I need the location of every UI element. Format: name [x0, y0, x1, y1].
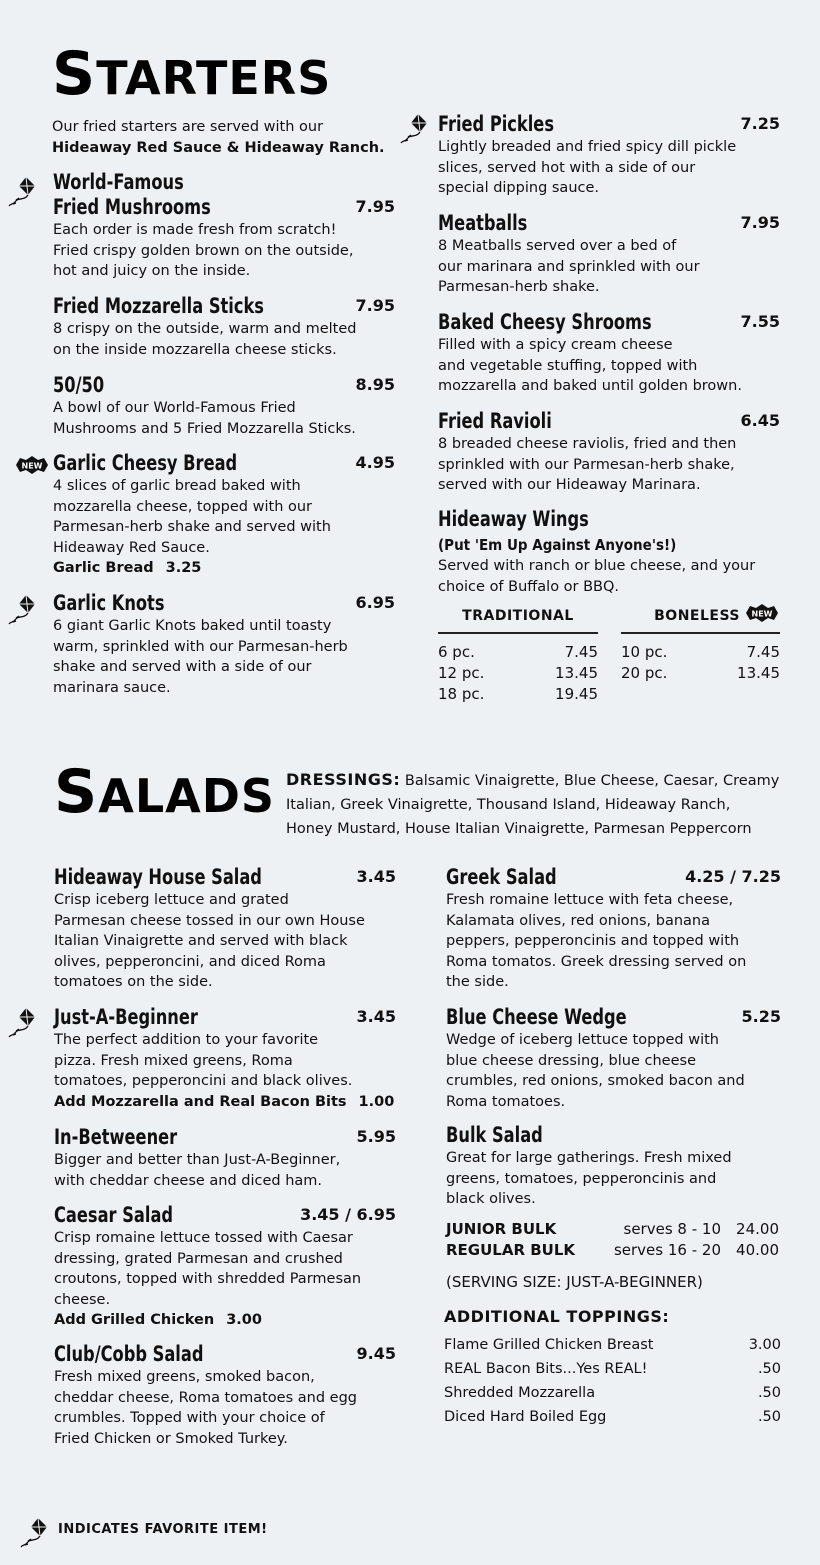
- item-name: In-Betweener: [54, 1125, 178, 1149]
- list-item: Diced Hard Boiled Egg .50: [444, 1409, 781, 1425]
- item-name: Garlic Knots: [53, 591, 165, 615]
- item-name: 50/50: [53, 373, 105, 397]
- item-price: 7.95: [355, 296, 395, 315]
- menu-item: [54, 1125, 396, 1191]
- item-desc-line: Wedge of iceberg lettuce topped with: [446, 1032, 719, 1048]
- menu-item: [438, 310, 780, 397]
- item-desc-line: olives, pepperoncini, and diced Roma: [54, 953, 326, 970]
- item-desc-line: Parmesan-herb shake.: [438, 279, 600, 295]
- item-desc-line: Italian Vinaigrette and served with black: [54, 933, 348, 949]
- item-price: 7.95: [740, 213, 780, 232]
- wings-traditional-table: [438, 608, 598, 705]
- item-desc-line: Fresh romaine lettuce with feta cheese,: [446, 892, 734, 908]
- menu-item: [54, 1005, 396, 1112]
- menu-item: [446, 865, 781, 993]
- toppings-list: [444, 1333, 781, 1429]
- item-desc-line: crumbles, red onions, smoked bacon and: [446, 1073, 745, 1089]
- item-desc-line: greens, tomatoes, pepperoncinis and: [446, 1170, 717, 1187]
- item-desc-line: 4 slices of garlic bread baked with: [53, 478, 301, 494]
- item-desc-line: tomatoes, pepperoncini and black olives.: [54, 1073, 353, 1089]
- item-name: Meatballs: [438, 211, 528, 235]
- menu-item: [53, 294, 395, 360]
- item-desc-line: tomatoes on the side.: [54, 974, 213, 990]
- dressings-line: Honey Mustard, House Italian Vinaigrette, Parmesan Peppercorn: [286, 821, 752, 837]
- item-desc-line: with cheddar cheese and diced ham.: [54, 1172, 323, 1189]
- item-price: 7.95: [355, 197, 395, 216]
- menu-item: [53, 451, 395, 579]
- kite-icon: [400, 112, 430, 146]
- item-desc-line: A bowl of our World-Famous Fried: [53, 400, 296, 416]
- dressings-line: Balsamic Vinaigrette, Blue Cheese, Caesar, Creamy: [404, 773, 780, 789]
- item-name: Baked Cheesy Shrooms: [438, 310, 652, 334]
- item-desc-line: the side.: [446, 974, 509, 990]
- menu-item: [53, 591, 395, 698]
- item-addon: [53, 558, 395, 579]
- item-desc-line: The perfect addition to your favorite: [54, 1032, 319, 1048]
- item-desc-line: Crisp romaine lettuce tossed with Caesar: [54, 1230, 353, 1246]
- item-price: 6.45: [740, 411, 780, 430]
- menu-item: [446, 1005, 781, 1112]
- item-desc-line: special dipping sauce.: [438, 180, 600, 196]
- table-row: REGULAR BULK serves 16 - 20 40.00: [446, 1241, 779, 1259]
- wings-traditional-header: TRADITIONAL: [438, 608, 598, 634]
- item-name: Hideaway House Salad: [54, 865, 262, 889]
- item-name: Club/Cobb Salad: [54, 1342, 204, 1366]
- item-desc-line: blue cheese dressing, blue cheese: [446, 1052, 696, 1069]
- item-price: 6.95: [355, 593, 395, 612]
- item-desc-line: choice of Buffalo or BBQ.: [438, 578, 620, 595]
- menu-item: [53, 170, 395, 282]
- item-name: Fried Ravioli: [438, 409, 552, 433]
- item-desc-line: Parmesan cheese tossed in our own House: [54, 912, 365, 929]
- item-desc-line: Fresh mixed greens, smoked bacon,: [54, 1369, 315, 1385]
- wings-boneless-header: BONELESS: [621, 608, 780, 634]
- item-desc-line: Filled with a spicy cream cheese: [438, 337, 673, 353]
- starters-intro-line2: Hideaway Red Sauce & Hideaway Ranch.: [52, 140, 385, 156]
- item-desc-line: peppers, pepperoncinis and topped with: [446, 933, 740, 949]
- item-desc-line: Served with ranch or blue cheese, and your: [438, 558, 756, 574]
- item-price: 4.25 / 7.25: [685, 867, 781, 886]
- salads-title: SALADS: [54, 757, 276, 827]
- item-name: Blue Cheese Wedge: [446, 1005, 627, 1029]
- item-price: 8.95: [355, 375, 395, 394]
- dressings-line: Italian, Greek Vinaigrette, Thousand Island, Hideaway Ranch,: [286, 797, 731, 813]
- addon-label: Add Mozzarella and Real Bacon Bits: [54, 1093, 347, 1110]
- menu-item: [53, 373, 395, 439]
- item-desc-line: Great for large gatherings. Fresh mixed: [446, 1150, 732, 1166]
- table-row: 10 pc. 7.45: [621, 643, 780, 661]
- item-desc-line: marinara sauce.: [53, 679, 171, 696]
- kite-icon: [8, 175, 38, 209]
- item-desc-line: Mushrooms and 5 Fried Mozzarella Sticks.: [53, 420, 356, 437]
- item-desc-line: croutons, topped with shredded Parmesan: [54, 1271, 362, 1287]
- wings-subhead: (Put 'Em Up Against Anyone's!): [438, 536, 677, 554]
- item-price: 5.95: [356, 1127, 396, 1146]
- item-price: 9.45: [356, 1344, 396, 1363]
- addon-price: 3.00: [226, 1312, 262, 1328]
- starters-title: STARTERS: [52, 39, 332, 109]
- item-price: 5.25: [741, 1007, 781, 1026]
- new-badge-icon: [744, 603, 780, 623]
- menu-item: [54, 865, 396, 993]
- kite-icon: [20, 1516, 50, 1550]
- item-addon: [54, 1310, 396, 1331]
- list-item: REAL Bacon Bits...Yes REAL! .50: [444, 1361, 781, 1377]
- kite-icon: [8, 593, 38, 627]
- new-badge-icon: [14, 455, 50, 475]
- item-desc-line: pizza. Fresh mixed greens, Roma: [54, 1052, 293, 1069]
- item-desc-line: slices, served hot with a side of our: [438, 159, 696, 176]
- starters-intro-line1: Our fried starters are served with our: [52, 119, 324, 135]
- menu-item: [438, 409, 780, 496]
- item-price: 3.45 / 6.95: [300, 1205, 396, 1224]
- item-desc-line: on the inside mozzarella cheese sticks.: [53, 341, 337, 358]
- menu-item: [54, 1342, 396, 1449]
- table-row: JUNIOR BULK serves 8 - 10 24.00: [446, 1220, 779, 1238]
- item-desc-line: Roma tomatos. Greek dressing served on: [446, 953, 747, 970]
- item-name: Bulk Salad: [446, 1123, 543, 1147]
- table-row: 6 pc. 7.45: [438, 643, 598, 661]
- wings-item: [438, 507, 780, 597]
- item-desc-line: 8 crispy on the outside, warm and melted: [53, 321, 357, 337]
- starters-intro: [52, 117, 402, 159]
- item-desc-line: Lightly breaded and fried spicy dill pickle: [438, 139, 737, 155]
- item-name: Fried Pickles: [438, 112, 555, 136]
- item-desc-line: Bigger and better than Just-A-Beginner,: [54, 1152, 341, 1168]
- item-desc-line: shake and served with a side of our: [53, 659, 312, 675]
- item-price: 7.55: [740, 312, 780, 331]
- item-desc-line: Roma tomatoes.: [446, 1093, 566, 1110]
- item-desc-line: sprinkled with our Parmesan-herb shake,: [438, 456, 735, 473]
- item-desc-line: hot and juicy on the inside.: [53, 263, 251, 279]
- table-row: 18 pc. 19.45: [438, 685, 598, 703]
- table-row: 20 pc. 13.45: [621, 664, 780, 682]
- menu-item: [438, 112, 780, 199]
- item-desc-line: mozzarella cheese, topped with our: [53, 498, 313, 515]
- item-desc-line: cheese.: [54, 1291, 111, 1308]
- item-price: 3.45: [356, 867, 396, 886]
- item-desc-line: Hideaway Red Sauce.: [53, 539, 210, 556]
- item-name: Caesar Salad: [54, 1203, 174, 1227]
- item-desc-line: Kalamata olives, red onions, banana: [446, 912, 710, 929]
- serving-size-note: (SERVING SIZE: JUST-A-BEGINNER): [446, 1273, 703, 1291]
- item-desc-line: 8 Meatballs served over a bed of: [438, 238, 677, 254]
- item-desc-line: 8 breaded cheese raviolis, fried and then: [438, 436, 737, 452]
- list-item: Flame Grilled Chicken Breast 3.00: [444, 1337, 781, 1353]
- toppings-heading: ADDITIONAL TOPPINGS:: [444, 1307, 670, 1326]
- bulk-table: [446, 1219, 779, 1261]
- menu-item: [446, 1123, 781, 1210]
- item-name: Hideaway Wings: [438, 507, 589, 531]
- item-name: Greek Salad: [446, 865, 557, 889]
- item-desc-line: black olives.: [446, 1191, 536, 1207]
- item-name: Just-A-Beginner: [54, 1005, 198, 1029]
- menu-item: [54, 1203, 396, 1331]
- list-item: Shredded Mozzarella .50: [444, 1385, 781, 1401]
- favorite-legend: INDICATES FAVORITE ITEM!: [58, 1522, 268, 1537]
- kite-icon: [8, 1006, 38, 1040]
- menu-item: [438, 211, 780, 298]
- item-desc-line: crumbles. Topped with your choice of: [54, 1410, 325, 1426]
- item-desc-line: Each order is made fresh from scratch!: [53, 222, 337, 238]
- item-desc-line: 6 giant Garlic Knots baked until toasty: [53, 618, 332, 634]
- item-desc-line: and vegetable stuffing, topped with: [438, 357, 698, 374]
- item-price: 4.95: [355, 453, 395, 472]
- item-desc-line: served with our Hideaway Marinara.: [438, 477, 701, 493]
- item-price: 7.25: [740, 114, 780, 133]
- dressings-list: [286, 768, 806, 841]
- item-desc-line: Crisp iceberg lettuce and grated: [54, 892, 289, 908]
- item-desc-line: our marinara and sprinkled with our: [438, 258, 700, 275]
- item-price: 3.45: [356, 1007, 396, 1026]
- item-desc-line: Parmesan-herb shake and served with: [53, 519, 331, 535]
- item-desc-line: cheddar cheese, Roma tomatoes and egg: [54, 1389, 357, 1406]
- item-name: Fried Mozzarella Sticks: [53, 294, 264, 318]
- item-addon: [54, 1092, 396, 1113]
- item-name: Garlic Cheesy Bread: [53, 451, 238, 475]
- addon-label: Add Grilled Chicken: [54, 1312, 215, 1328]
- addon-price: 3.25: [165, 560, 202, 576]
- addon-label: Garlic Bread: [53, 560, 154, 576]
- item-desc-line: dressing, grated Parmesan and crushed: [54, 1250, 343, 1267]
- item-desc-line: mozzarella and baked until golden brown.: [438, 378, 742, 394]
- item-desc-line: Fried Chicken or Smoked Turkey.: [54, 1430, 288, 1447]
- item-desc-line: Fried crispy golden brown on the outside,: [53, 242, 354, 259]
- table-row: 12 pc. 13.45: [438, 664, 598, 682]
- item-name: Fried Mushrooms: [53, 195, 211, 219]
- item-desc-line: warm, sprinkled with our Parmesan-herb: [53, 638, 348, 655]
- addon-price: 1.00: [358, 1093, 395, 1110]
- dressings-label: DRESSINGS:: [286, 770, 401, 789]
- item-name-line1: World-Famous: [53, 170, 184, 194]
